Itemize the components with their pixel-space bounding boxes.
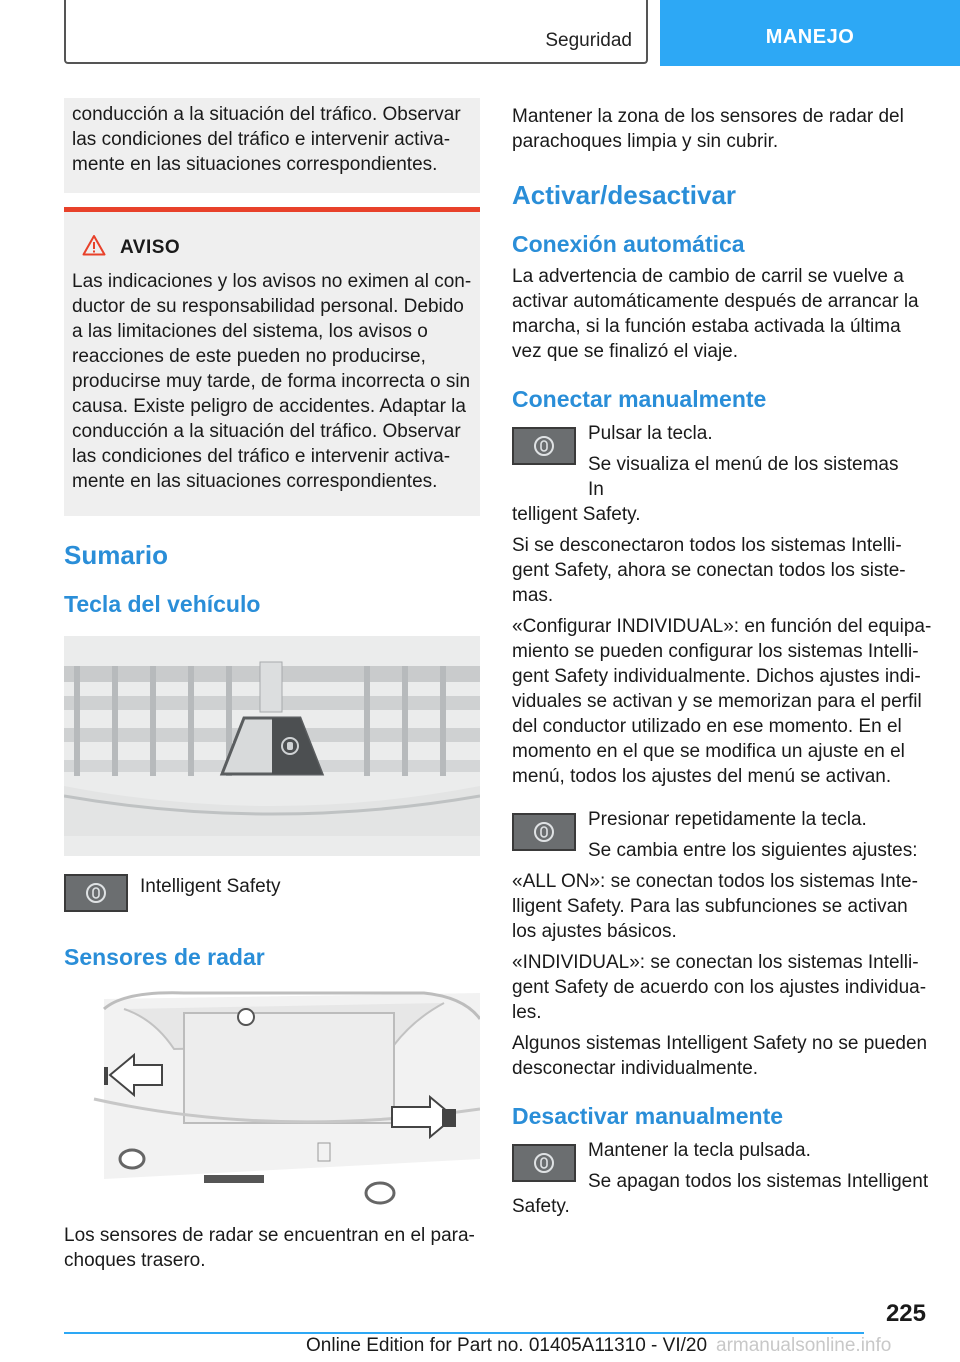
presionar-step2: Se cambia entre los siguientes ajustes: (588, 840, 918, 861)
presionar-button-icon (512, 813, 576, 851)
intelligent-safety-button-icon (64, 874, 128, 912)
presionar-step1: Presionar repetidamente la tecla. (588, 809, 867, 830)
header-chapter-tab: MANEJO (660, 0, 960, 66)
footer-rule (64, 1332, 864, 1334)
warning-title: AVISO (120, 236, 181, 258)
sensores-heading: Sensores de radar (64, 944, 265, 970)
footer-edition: Online Edition for Part no. 01405A11310 - VI/20 (306, 1335, 708, 1356)
conectar-button-icon (512, 427, 576, 465)
continued-warning-box (64, 98, 480, 193)
desactivar-button-icon (512, 1144, 576, 1182)
warning-text: Las indicaciones y los avisos no eximen al conductor de su responsabilidad personal. Debido a las limitaciones del sistema, los avisos o reacciones de este pueden no producirse, producirse muy tarde, de forma incorrecta o sin causa. Existe peligro de accidentes. Adaptar la conducción a la situación del tráfico. Observar las condiciones del tráfico e intervenir activamente en las situaciones correspondientes. (72, 271, 472, 492)
desactivar-heading: Desactivar manualmente (512, 1103, 784, 1129)
sensores-text: Los sensores de radar se encuentran en el parachoques trasero. (64, 1225, 475, 1271)
radar-sensors-figure (64, 989, 480, 1205)
left-column (64, 98, 480, 1273)
conectar-step-row (512, 421, 932, 502)
intelligent-safety-label: Intelligent Safety (140, 876, 281, 897)
desactivar-step-row (512, 1138, 932, 1194)
allon-text: «ALL ON»: se conectan todos los sistemas Intelligent Safety. Para las subfunciones se activan los ajustes básicos. (512, 871, 918, 942)
continued-warning-text: conducción a la situación del tráfico. Observar las condiciones del tráfico e intervenir activamente en las situaciones correspondientes. (72, 104, 461, 175)
tecla-heading: Tecla del vehículo (64, 591, 261, 617)
desactivar-step2-continued: Safety. (512, 1196, 570, 1217)
header-section-title: Seguridad (545, 30, 632, 51)
warning-triangle-icon (82, 234, 106, 261)
warning-box (64, 207, 480, 516)
page-number: 225 (885, 1300, 926, 1327)
right-column (512, 104, 932, 1219)
intelligent-safety-row (64, 874, 480, 912)
conexion-text: La advertencia de cambio de carril se vuelve a activar automáticamente después de arrancar la marcha, si la función estaba activada la última vez que se finalizó el viaje. (512, 266, 919, 362)
conectar-heading: Conectar manualmente (512, 386, 767, 412)
conexion-heading: Conexión automática (512, 231, 745, 257)
vehicle-button-figure (64, 636, 480, 856)
radar-clean-text: Mantener la zona de los sensores de radar del parachoques limpia y sin cubrir. (512, 106, 904, 152)
conectar-step1: Pulsar la tecla. (588, 423, 713, 444)
desactivar-step2: Se apagan todos los sistemas Intelligent (588, 1171, 929, 1192)
header-section-box (64, 0, 648, 64)
warning-header (72, 234, 472, 261)
conectar-step2-continued: telligent Safety. (512, 504, 641, 525)
conectar-paragraph-1: Si se desconectaron todos los sistemas Intelligent Safety, ahora se conectan todos los sistemas. (512, 535, 906, 606)
desactivar-step1: Mantener la tecla pulsada. (588, 1140, 811, 1161)
algunos-text: Algunos sistemas Intelligent Safety no se pueden desconectar individualmente. (512, 1033, 928, 1079)
sumario-heading: Sumario (64, 540, 169, 570)
watermark-text: armanualsonline.info (716, 1335, 892, 1356)
activar-heading: Activar/desactivar (512, 180, 737, 210)
individual-text: «INDIVIDUAL»: se conectan los sistemas Intelligent Safety de acuerdo con los ajustes individuales. (512, 952, 927, 1023)
conectar-step2: Se visualiza el menú de los sistemas In (588, 454, 899, 500)
conectar-paragraph-2: «Configurar INDIVIDUAL»: en función del equipamiento se pueden configurar los sistemas Intelligent Safety individualmente. Dichos ajustes individuales se activan y se memorizan para el perfil del conductor utilizado en ese momento. En el momento en el que se modifica un ajuste en el menú, todos los ajustes del menú se activan. (512, 616, 932, 787)
presionar-step-row (512, 807, 932, 863)
